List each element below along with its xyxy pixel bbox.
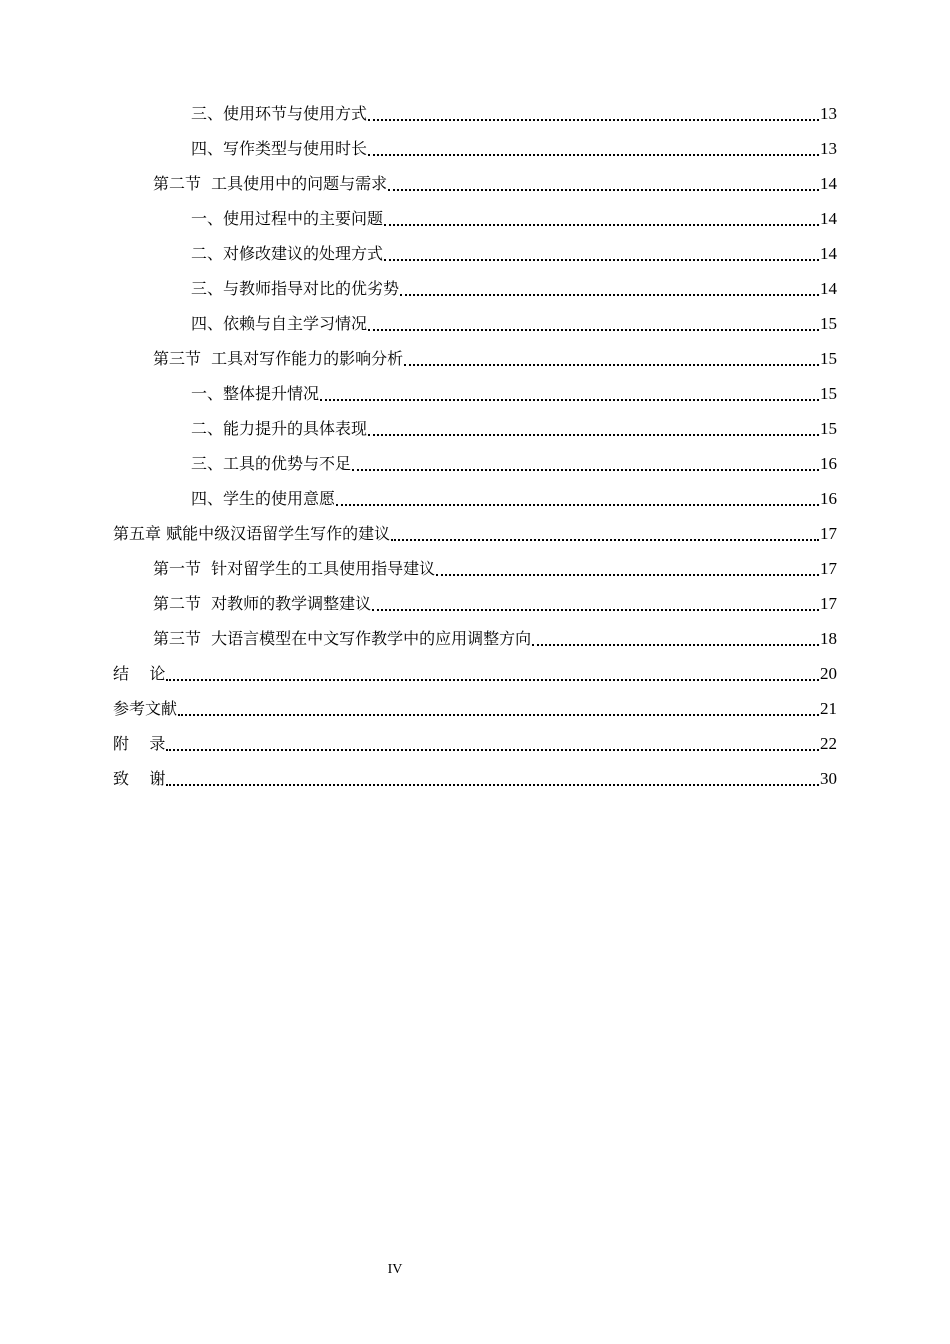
toc-entry-page: 14 (820, 173, 837, 193)
dot-leader (372, 608, 819, 611)
toc-entry-title: 第一节 针对留学生的工具使用指导建议 (153, 558, 436, 578)
toc-entry-chapter[interactable] (0, 761, 950, 796)
toc-entry-page: 17 (820, 593, 837, 613)
dot-leader (388, 188, 819, 191)
toc-entry[interactable] (0, 586, 950, 621)
dot-leader (368, 328, 819, 331)
dot-leader (391, 538, 819, 541)
toc-entry[interactable] (0, 96, 950, 131)
toc-entry[interactable] (0, 481, 950, 516)
dot-leader (384, 223, 819, 226)
toc-entry-page: 20 (820, 663, 837, 683)
toc-entry-title: 致 谢 (113, 768, 166, 788)
toc-entry-page: 21 (820, 698, 837, 718)
toc-entry-title: 一、整体提升情况 (191, 383, 320, 403)
toc-entry[interactable] (0, 551, 950, 586)
toc-entry-page: 13 (820, 138, 837, 158)
toc-entry[interactable] (0, 411, 950, 446)
toc-entry-chapter[interactable] (0, 691, 950, 726)
dot-leader (178, 713, 819, 716)
dot-leader (166, 783, 819, 786)
toc-entry-page: 16 (820, 488, 837, 508)
dot-leader (384, 258, 819, 261)
toc-entry-title: 第二节 工具使用中的问题与需求 (153, 173, 388, 193)
toc-entry-title: 三、与教师指导对比的优劣势 (191, 278, 400, 298)
dot-leader (336, 503, 819, 506)
toc-entry-page: 14 (820, 243, 837, 263)
toc-entry[interactable] (0, 166, 950, 201)
toc-entry-page: 16 (820, 453, 837, 473)
toc-entry-page: 15 (820, 313, 837, 333)
toc-entry-title: 四、依赖与自主学习情况 (191, 313, 368, 333)
toc-entry[interactable] (0, 446, 950, 481)
toc-entry-title: 第二节 对教师的教学调整建议 (153, 593, 372, 613)
toc-entry-title: 一、使用过程中的主要问题 (191, 208, 384, 228)
toc-entry-chapter[interactable] (0, 656, 950, 691)
toc-entry-page: 13 (820, 103, 837, 123)
toc-entry-page: 17 (820, 558, 837, 578)
toc-entry-page: 15 (820, 383, 837, 403)
toc-entry[interactable] (0, 341, 950, 376)
dot-leader (532, 643, 819, 646)
toc-entry-title: 四、写作类型与使用时长 (191, 138, 368, 158)
toc-entry-page: 17 (820, 523, 837, 543)
toc-entry-title: 参考文献 (113, 698, 178, 718)
toc-entry-chapter[interactable] (0, 516, 950, 551)
dot-leader (166, 678, 819, 681)
toc-entry-page: 15 (820, 418, 837, 438)
dot-leader (400, 293, 819, 296)
toc-entry[interactable] (0, 131, 950, 166)
toc-entry-chapter[interactable] (0, 726, 950, 761)
toc-entry[interactable] (0, 236, 950, 271)
dot-leader (352, 468, 819, 471)
dot-leader (436, 573, 819, 576)
toc-entry-page: 30 (820, 768, 837, 788)
table-of-contents (0, 96, 950, 796)
toc-entry-page: 14 (820, 208, 837, 228)
toc-entry-title: 附 录 (113, 733, 166, 753)
dot-leader (368, 118, 819, 121)
toc-entry-page: 22 (820, 733, 837, 753)
dot-leader (166, 748, 819, 751)
toc-entry-title: 二、对修改建议的处理方式 (191, 243, 384, 263)
dot-leader (368, 433, 819, 436)
toc-entry-title: 第三节 大语言模型在中文写作教学中的应用调整方向 (153, 628, 532, 648)
toc-entry[interactable] (0, 306, 950, 341)
toc-entry-title: 第五章 赋能中级汉语留学生写作的建议 (113, 523, 391, 543)
toc-entry-page: 14 (820, 278, 837, 298)
footer-page-number: IV (387, 1262, 403, 1277)
toc-entry[interactable] (0, 621, 950, 656)
toc-entry-title: 二、能力提升的具体表现 (191, 418, 368, 438)
toc-entry[interactable] (0, 271, 950, 306)
toc-entry-page: 18 (820, 628, 837, 648)
toc-entry-title: 结 论 (113, 663, 166, 683)
toc-entry[interactable] (0, 201, 950, 236)
toc-entry-page: 15 (820, 348, 837, 368)
toc-entry-title: 四、学生的使用意愿 (191, 488, 336, 508)
toc-entry[interactable] (0, 376, 950, 411)
toc-entry-title: 三、工具的优势与不足 (191, 453, 352, 473)
dot-leader (368, 153, 819, 156)
dot-leader (320, 398, 819, 401)
toc-entry-title: 三、使用环节与使用方式 (191, 103, 368, 123)
toc-entry-title: 第三节 工具对写作能力的影响分析 (153, 348, 404, 368)
dot-leader (404, 363, 819, 366)
